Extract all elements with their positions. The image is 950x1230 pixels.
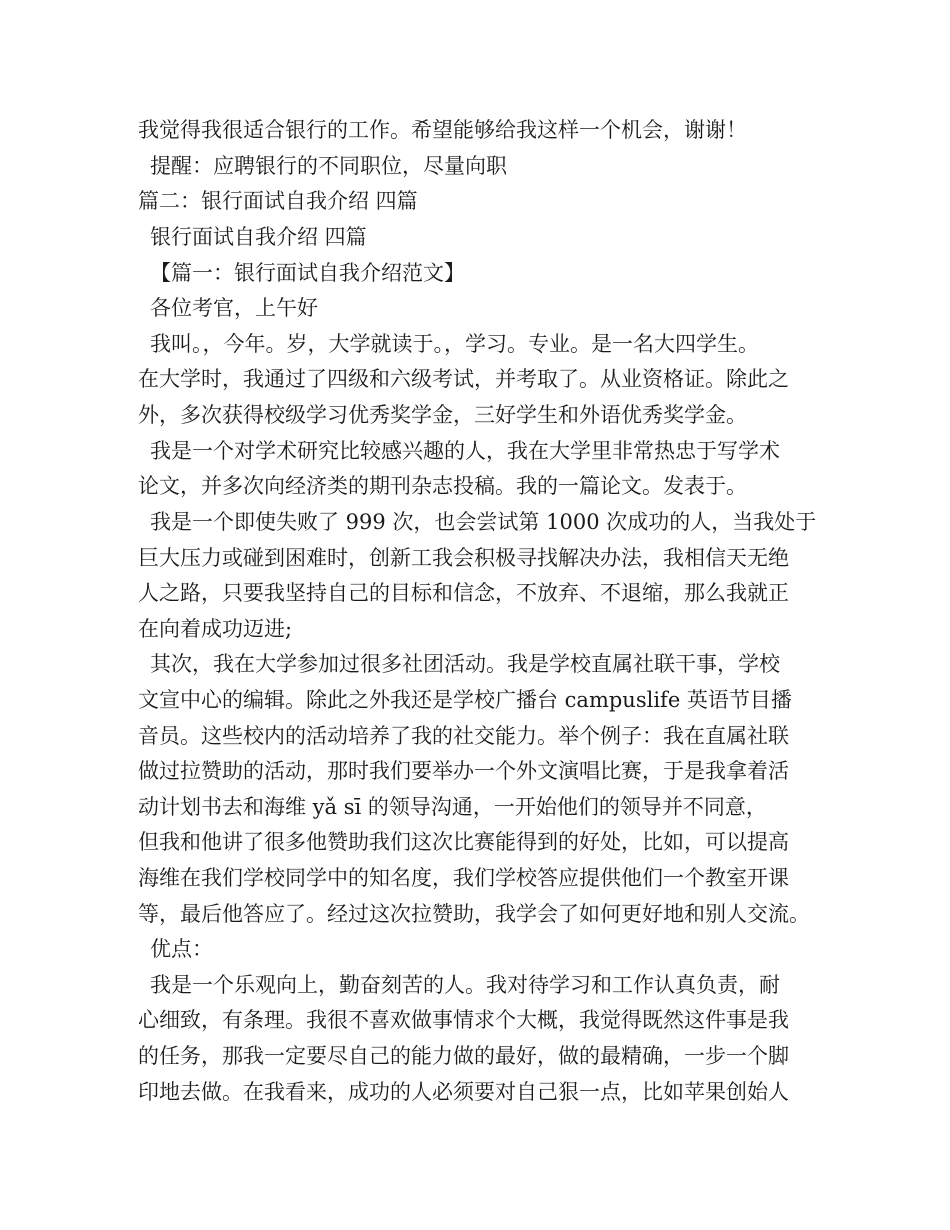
text-line: 我是一个乐观向上，勤奋刻苦的人。我对待学习和工作认真负责，耐 [150,973,780,997]
text-line: 我是一个对学术研究比较感兴趣的人，我在大学里非常热忠于写学术 [150,439,780,463]
text-line: 优点： [150,937,213,961]
text-line: 在大学时，我通过了四级和六级考试，并考取了。从业资格证。除此之 [138,367,789,391]
text-line: 巨大压力或碰到困难时，创新工我会积极寻找解决办法，我相信天无绝 [138,546,789,570]
text-line: 人之路，只要我坚持自己的目标和信念，不放弃、不退缩，那么我就正 [138,581,789,605]
text-line: 我觉得我很适合银行的工作。希望能够给我这样一个机会，谢谢！ [138,118,747,142]
text-line: 做过拉赞助的活动，那时我们要举办一个外文演唱比赛，于是我拿着活 [138,759,789,783]
section-title: 【篇一：银行面试自我介绍范文】 [150,261,465,285]
text-line: 外，多次获得校级学习优秀奖学金，三好学生和外语优秀奖学金。 [138,403,747,427]
text-line: 我叫。，今年。岁，大学就读于。，学习。专业。是一名大四学生。 [150,332,759,356]
text-line: 海维在我们学校同学中的知名度，我们学校答应提供他们一个教室开课 [138,866,789,890]
text-line: 动计划书去和海维 yǎ sī 的领导沟通，一开始他们的领导并不同意， [138,795,767,819]
text-line: 但我和他讲了很多他赞助我们这次比赛能得到的好处，比如，可以提高 [138,830,789,854]
text-line: 我是一个即使失败了 999 次，也会尝试第 1000 次成功的人，当我处于 [150,510,817,534]
section-heading: 篇二：银行面试自我介绍 四篇 [138,189,418,213]
text-line: 等，最后他答应了。经过这次拉赞助，我学会了如何更好地和别人交流。 [138,902,810,926]
text-line: 论文，并多次向经济类的期刊杂志投稿。我的一篇论文。发表于。 [138,474,747,498]
text-line: 其次，我在大学参加过很多社团活动。我是学校直属社联干事，学校 [150,652,780,676]
text-line: 音员。这些校内的活动培养了我的社交能力。举个例子：我在直属社联 [138,724,789,748]
text-line: 各位考官，上午好 [150,296,318,320]
text-line: 心细致，有条理。我很不喜欢做事情求个大概，我觉得既然这件事是我 [138,1008,789,1032]
text-line: 提醒：应聘银行的不同职位，尽量向职 [150,154,507,178]
section-subheading: 银行面试自我介绍 四篇 [150,225,367,249]
text-line: 在向着成功迈进; [138,617,293,641]
text-line: 文宣中心的编辑。除此之外我还是学校广播台 campuslife 英语节目播 [138,688,792,712]
text-line: 印地去做。在我看来，成功的人必须要对自己狠一点，比如苹果创始人 [138,1080,789,1104]
text-line: 的任务，那我一定要尽自己的能力做的最好，做的最精确，一步一个脚 [138,1044,789,1068]
